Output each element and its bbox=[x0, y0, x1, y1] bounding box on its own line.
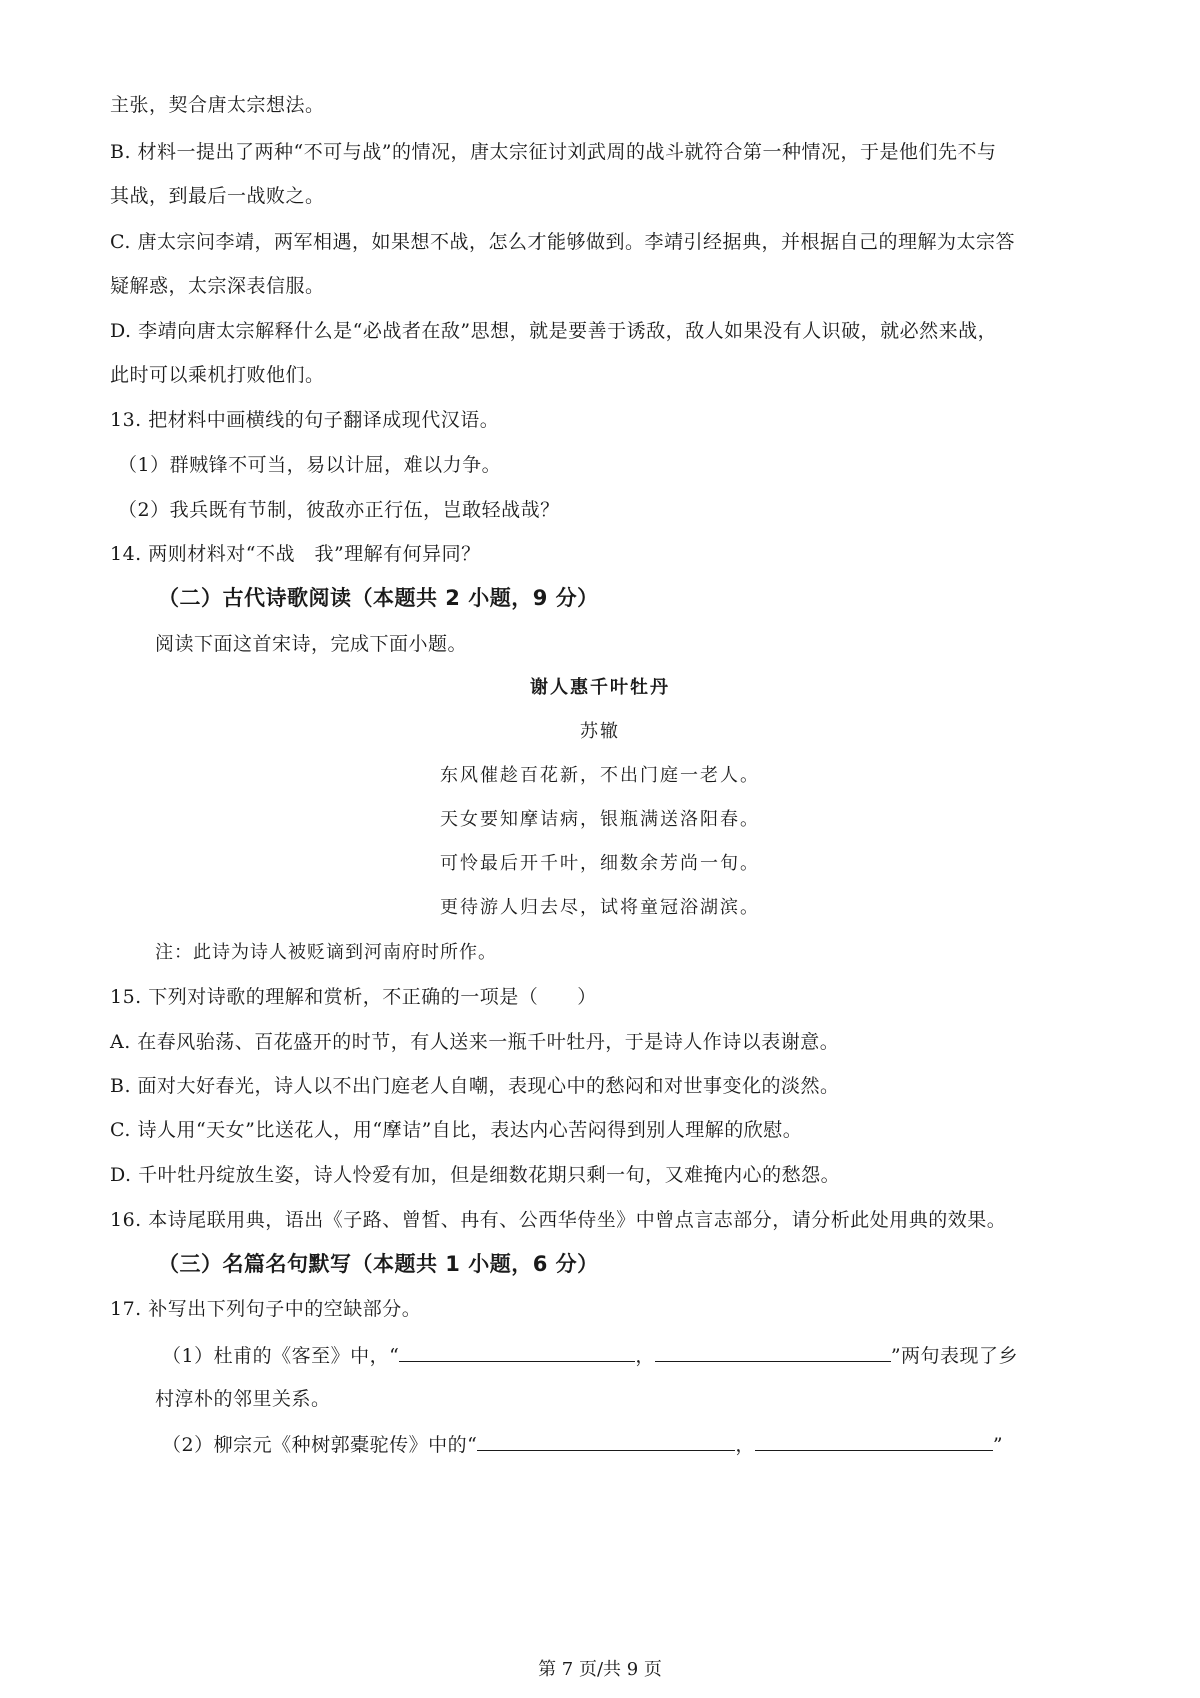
text-line: 其战，到最后一战败之。 bbox=[110, 185, 325, 207]
question-17-part-2 bbox=[162, 1430, 1152, 1458]
question-17-part-2-prefix: （2）柳宗元《种树郭橐驼传》中的“ bbox=[162, 1434, 478, 1456]
poem-line: 天女要知摩诘病，银瓶满送洛阳春。 bbox=[440, 809, 760, 830]
question-13-part-2: （2）我兵既有节制，彼敌亦正行伍，岂敢轻战哉？ bbox=[118, 499, 560, 521]
question-17: 17. 补写出下列句子中的空缺部分。 bbox=[110, 1298, 422, 1320]
question-13-part-1: （1）群贼锋不可当，易以计屈，难以力争。 bbox=[118, 454, 502, 476]
poem-line: 更待游人归去尽，试将童冠浴湖滨。 bbox=[440, 897, 760, 918]
comma: ， bbox=[735, 1434, 755, 1456]
question-17-part-1-suffix: ”两句表现了乡 bbox=[890, 1345, 1019, 1367]
poem-author: 苏辙 bbox=[580, 721, 620, 742]
question-17-part-1 bbox=[162, 1341, 1152, 1369]
poem-title: 谢人惠千叶牡丹 bbox=[530, 677, 670, 698]
question-15-option-d: D. 千叶牡丹绽放生姿，诗人怜爱有加，但是细数花期只剩一旬，又难掩内心的愁怨。 bbox=[110, 1164, 841, 1186]
text-line: 主张，契合唐太宗想法。 bbox=[110, 94, 325, 116]
question-16: 16. 本诗尾联用典，语出《子路、曾皙、冉有、公西华侍坐》中曾点言志部分，请分析此处用典的效果。 bbox=[110, 1209, 1007, 1231]
question-14: 14. 两则材料对“不战 我”理解有何异同？ bbox=[110, 543, 481, 565]
comma: ， bbox=[635, 1345, 655, 1367]
question-17-part-1-continued: 村淳朴的邻里关系。 bbox=[155, 1388, 331, 1410]
text-line: 疑解惑，太宗深表信服。 bbox=[110, 275, 325, 297]
answer-blank[interactable] bbox=[755, 1430, 993, 1451]
answer-blank[interactable] bbox=[477, 1430, 735, 1451]
option-b-line: B. 材料一提出了两种“不可与战”的情况，唐太宗征讨刘武周的战斗就符合第一种情况，于是他们先不与 bbox=[110, 141, 997, 163]
section-heading-poetry: （二）古代诗歌阅读（本题共 2 小题，9 分） bbox=[158, 586, 599, 610]
poem-line: 可怜最后开千叶，细数余芳尚一旬。 bbox=[440, 853, 760, 874]
text-line: 此时可以乘机打败他们。 bbox=[110, 364, 325, 386]
section-heading-recitation: （三）名篇名句默写（本题共 1 小题，6 分） bbox=[158, 1252, 599, 1276]
reading-instruction: 阅读下面这首宋诗，完成下面小题。 bbox=[155, 633, 468, 655]
question-15-option-b: B. 面对大好春光，诗人以不出门庭老人自嘲，表现心中的愁闷和对世事变化的淡然。 bbox=[110, 1075, 840, 1097]
closing-quote: ” bbox=[992, 1434, 1004, 1456]
option-c-line: C. 唐太宗问李靖，两军相遇，如果想不战，怎么才能够做到。李靖引经据典，并根据自己的理解为太宗答 bbox=[110, 231, 1015, 253]
question-15-option-a: A. 在春风骀荡、百花盛开的时节，有人送来一瓶千叶牡丹，于是诗人作诗以表谢意。 bbox=[110, 1031, 840, 1053]
poem-note: 注：此诗为诗人被贬谪到河南府时所作。 bbox=[155, 942, 497, 963]
question-13: 13. 把材料中画横线的句子翻译成现代汉语。 bbox=[110, 409, 500, 431]
poem-line: 东风催趁百花新，不出门庭一老人。 bbox=[440, 765, 760, 786]
answer-blank[interactable] bbox=[655, 1341, 891, 1362]
question-15: 15. 下列对诗歌的理解和赏析，不正确的一项是（ ） bbox=[110, 986, 597, 1008]
question-17-part-1-prefix: （1）杜甫的《客至》中，“ bbox=[162, 1345, 400, 1367]
question-15-option-c: C. 诗人用“天女”比送花人，用“摩诘”自比，表达内心苦闷得到别人理解的欣慰。 bbox=[110, 1119, 803, 1141]
page-number-footer: 第 7 页/共 9 页 bbox=[538, 1659, 662, 1680]
answer-blank[interactable] bbox=[399, 1341, 635, 1362]
option-d-line: D. 李靖向唐太宗解释什么是“必战者在敌”思想，就是要善于诱敌，敌人如果没有人识破，就必然来战， bbox=[110, 320, 998, 342]
